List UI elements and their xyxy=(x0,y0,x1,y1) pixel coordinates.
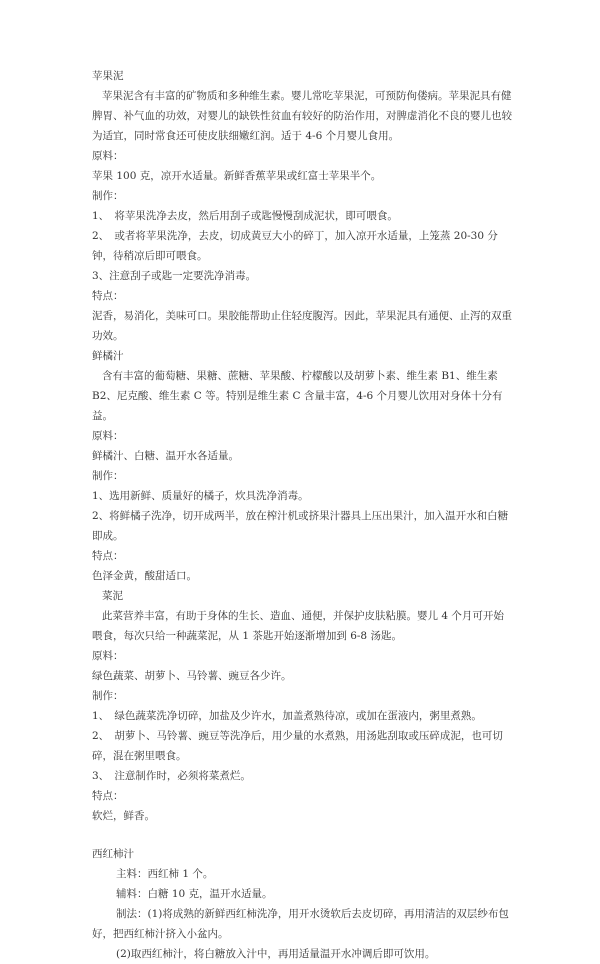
aux-ingredient-tomato: 辅料：白糖 10 克，温开水适量。 xyxy=(116,888,273,900)
ingredients-label-orange: 原料： xyxy=(92,430,124,442)
method-tomato-1: 制法：(1)将成熟的新鲜西红柿洗净，用开水烫软后去皮切碎，再用清洁的双层纱布包好，把西红柿汁挤入小盆内。 xyxy=(92,908,509,940)
step-veg-2: 2、 胡萝卜、马铃薯、豌豆等洗净后，用少量的水煮熟，用汤匙刮取或压碎成泥，也可切碎，混在粥里喂食。 xyxy=(92,730,503,762)
section-intro-orange: 含有丰富的葡萄糖、果糖、蔗糖、苹果酸、柠檬酸以及胡萝卜素、维生素 B1、维生素 B2、尼克酸、维生素 C 等。特别是维生素 C 含量丰富，4-6 个月婴儿饮用对身体十分有益。 xyxy=(92,370,503,422)
step-orange-1: 1、选用新鲜、质量好的橘子，炊具洗净消毒。 xyxy=(92,490,309,502)
features-veg: 软烂，鲜香。 xyxy=(92,810,155,822)
step-apple-2: 2、 或者将苹果洗净，去皮，切成黄豆大小的碎丁，加入凉开水适量，上笼蒸 20-30 分钟，待稍凉后即可喂食。 xyxy=(92,230,498,262)
method-label-orange: 制作： xyxy=(92,470,124,482)
step-veg-3: 3、 注意制作时，必须将菜煮烂。 xyxy=(92,770,251,782)
section-intro-apple: 苹果泥含有丰富的矿物质和多种维生素。婴儿常吃苹果泥，可预防佝偻病。苹果泥具有健脾胃、补气血的功效，对婴儿的缺铁性贫血有较好的防治作用，对脾虚消化不良的婴儿也较为适宜，同时常食还可使皮肤细嫩红润。适于 4-6 个月婴儿食用。 xyxy=(92,90,512,142)
method-label-veg: 制作： xyxy=(92,690,124,702)
ingredients-apple: 苹果 100 克，凉开水适量。新鲜香蕉苹果或红富士苹果半个。 xyxy=(92,170,382,182)
section-title-orange: 鲜橘汁 xyxy=(92,350,124,362)
features-apple: 泥香，易消化，美味可口。果胶能帮助止住轻度腹泻。因此，苹果泥具有通便、止泻的双重功效。 xyxy=(92,310,512,342)
method-label-apple: 制作： xyxy=(92,190,124,202)
section-title-apple: 苹果泥 xyxy=(92,70,124,82)
ingredients-veg: 绿色蔬菜、胡萝卜、马铃薯、豌豆各少许。 xyxy=(92,670,292,682)
section-title-veg: 菜泥 xyxy=(102,590,123,602)
features-orange: 色泽金黄，酸甜适口。 xyxy=(92,570,197,582)
features-label-apple: 特点： xyxy=(92,290,124,302)
document-body xyxy=(92,66,512,964)
section-intro-veg: 此菜营养丰富，有助于身体的生长、造血、通便，并保护皮肤粘膜。婴儿 4 个月可开始喂食，每次只给一种蔬菜泥，从 1 茶匙开始逐渐增加到 6-8 汤匙。 xyxy=(92,610,504,642)
ingredients-label-veg: 原料： xyxy=(92,650,124,662)
step-apple-1: 1、 将苹果洗净去皮，然后用刮子或匙慢慢刮成泥状，即可喂食。 xyxy=(92,210,398,222)
method-tomato-2: (2)取西红柿汁，将白糖放入汁中，再用适量温开水冲调后即可饮用。 xyxy=(116,948,436,960)
section-title-tomato: 西红柿汁 xyxy=(92,848,134,860)
main-ingredient-tomato: 主料：西红柿 1 个。 xyxy=(116,868,214,880)
ingredients-label-apple: 原料： xyxy=(92,150,124,162)
step-apple-3: 3、注意刮子或匙一定要洗净消毒。 xyxy=(92,270,257,282)
step-orange-2: 2、将鲜橘子洗净，切开成两半，放在榨汁机或挤果汁器具上压出果汁，加入温开水和白糖即成。 xyxy=(92,510,509,542)
step-veg-1: 1、 绿色蔬菜洗净切碎，加盐及少许水，加盖煮熟待凉，或加在蛋液内，粥里煮熟。 xyxy=(92,710,482,722)
ingredients-orange: 鲜橘汁、白糖、温开水各适量。 xyxy=(92,450,239,462)
features-label-orange: 特点： xyxy=(92,550,124,562)
features-label-veg: 特点： xyxy=(92,790,124,802)
